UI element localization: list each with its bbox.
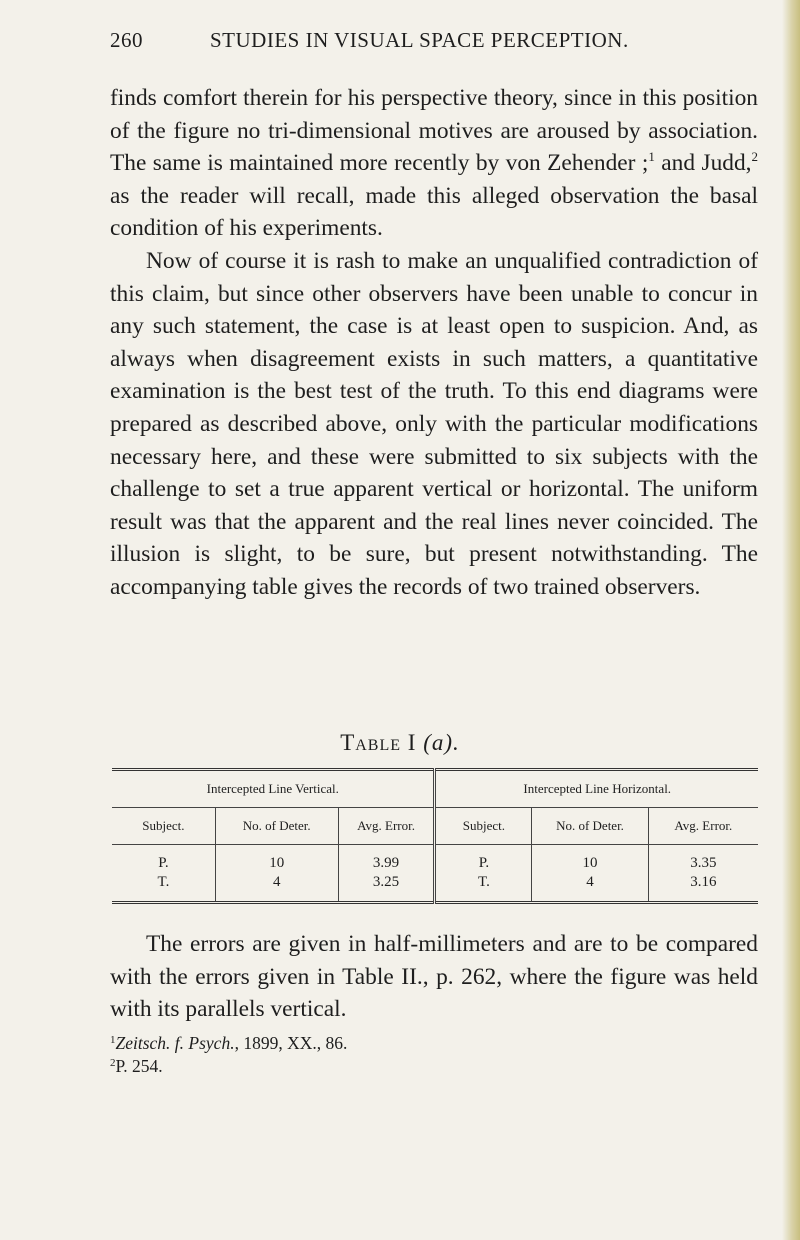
footnote-2 bbox=[110, 1055, 750, 1078]
paragraph-1-part-b: and Judd, bbox=[654, 150, 752, 177]
footnote-ref-1: 1 bbox=[648, 149, 655, 165]
results-table bbox=[112, 768, 758, 904]
table-cell: 10 4 bbox=[532, 845, 648, 903]
footnote-citation: , 1899, XX., 86. bbox=[234, 1033, 348, 1053]
paragraph-2: Now of course it is rash to make an unqualified contradiction of this claim, but since other observers have been unable to concur in any such statement, the case is at least open to suspicion. And, as always when disagreement exists in such matters, a quantitative examination is the best test of the truth. To this end diagrams were prepared as described above, only with the particular modifications necessary here, and these were submitted to six subjects with the challenge to set a true apparent vertical or horizontal. The uniform result was that the apparent and the real lines never coincided. The illusion is slight, to be sure, but present notwithstanding. The accompanying table gives the records of two trained observers. bbox=[110, 247, 758, 600]
table-cell: 3.99 3.25 bbox=[338, 845, 435, 903]
table-cell: P. T. bbox=[435, 845, 532, 903]
footnote-source: Zeitsch. f. Psych. bbox=[115, 1033, 235, 1053]
page-number: 260 bbox=[110, 28, 143, 52]
page-edge-shadow bbox=[782, 0, 800, 1240]
footnote-citation: P. 254. bbox=[115, 1056, 163, 1076]
paragraph-3: The errors are given in half-millimeters and are to be compared with the errors given in Table II., p. 262, where the figure was held with its parallels vertical. bbox=[110, 931, 758, 1023]
group-header-horizontal: Intercepted Line Horizontal. bbox=[435, 770, 758, 808]
table-cell: 3.35 3.16 bbox=[648, 845, 758, 903]
footnote-ref-2: 2 bbox=[751, 149, 758, 165]
body-text bbox=[110, 82, 758, 604]
table-title-part: (a). bbox=[423, 730, 460, 755]
col-header-subject: Subject. bbox=[112, 808, 215, 845]
group-header-vertical: Intercepted Line Vertical. bbox=[112, 770, 435, 808]
footnote-mark: 1 bbox=[110, 1034, 116, 1046]
footnotes bbox=[110, 1032, 750, 1078]
footnote-1 bbox=[110, 1032, 750, 1055]
col-header-no-deter: No. of Deter. bbox=[215, 808, 338, 845]
page-header bbox=[110, 28, 670, 53]
col-header-no-deter: No. of Deter. bbox=[532, 808, 648, 845]
paragraph-1-part-a: finds comfort therein for his perspective theory, since in this position of the figure no tri-dimensional motives are aroused by association. The same is maintained more recently by von Zehender ; bbox=[110, 85, 758, 177]
paragraph-1-part-c: as the reader will recall, made this alleged observation the basal condition of his experiments. bbox=[110, 182, 758, 242]
table-row bbox=[112, 845, 758, 903]
table-title bbox=[0, 730, 800, 756]
table-title-word: Table bbox=[340, 730, 402, 755]
table-group-header-row bbox=[112, 770, 758, 808]
table-title-number: I bbox=[407, 730, 417, 755]
col-header-subject: Subject. bbox=[435, 808, 532, 845]
post-table-text bbox=[110, 928, 758, 1026]
running-title: STUDIES IN VISUAL SPACE PERCEPTION. bbox=[210, 28, 629, 52]
col-header-avg-error: Avg. Error. bbox=[338, 808, 435, 845]
paragraph-1 bbox=[110, 82, 758, 245]
table-column-header-row bbox=[112, 808, 758, 845]
table-cell: 10 4 bbox=[215, 845, 338, 903]
table-cell: P. T. bbox=[157, 855, 170, 890]
col-header-avg-error: Avg. Error. bbox=[648, 808, 758, 845]
footnote-mark: 2 bbox=[110, 1057, 116, 1069]
